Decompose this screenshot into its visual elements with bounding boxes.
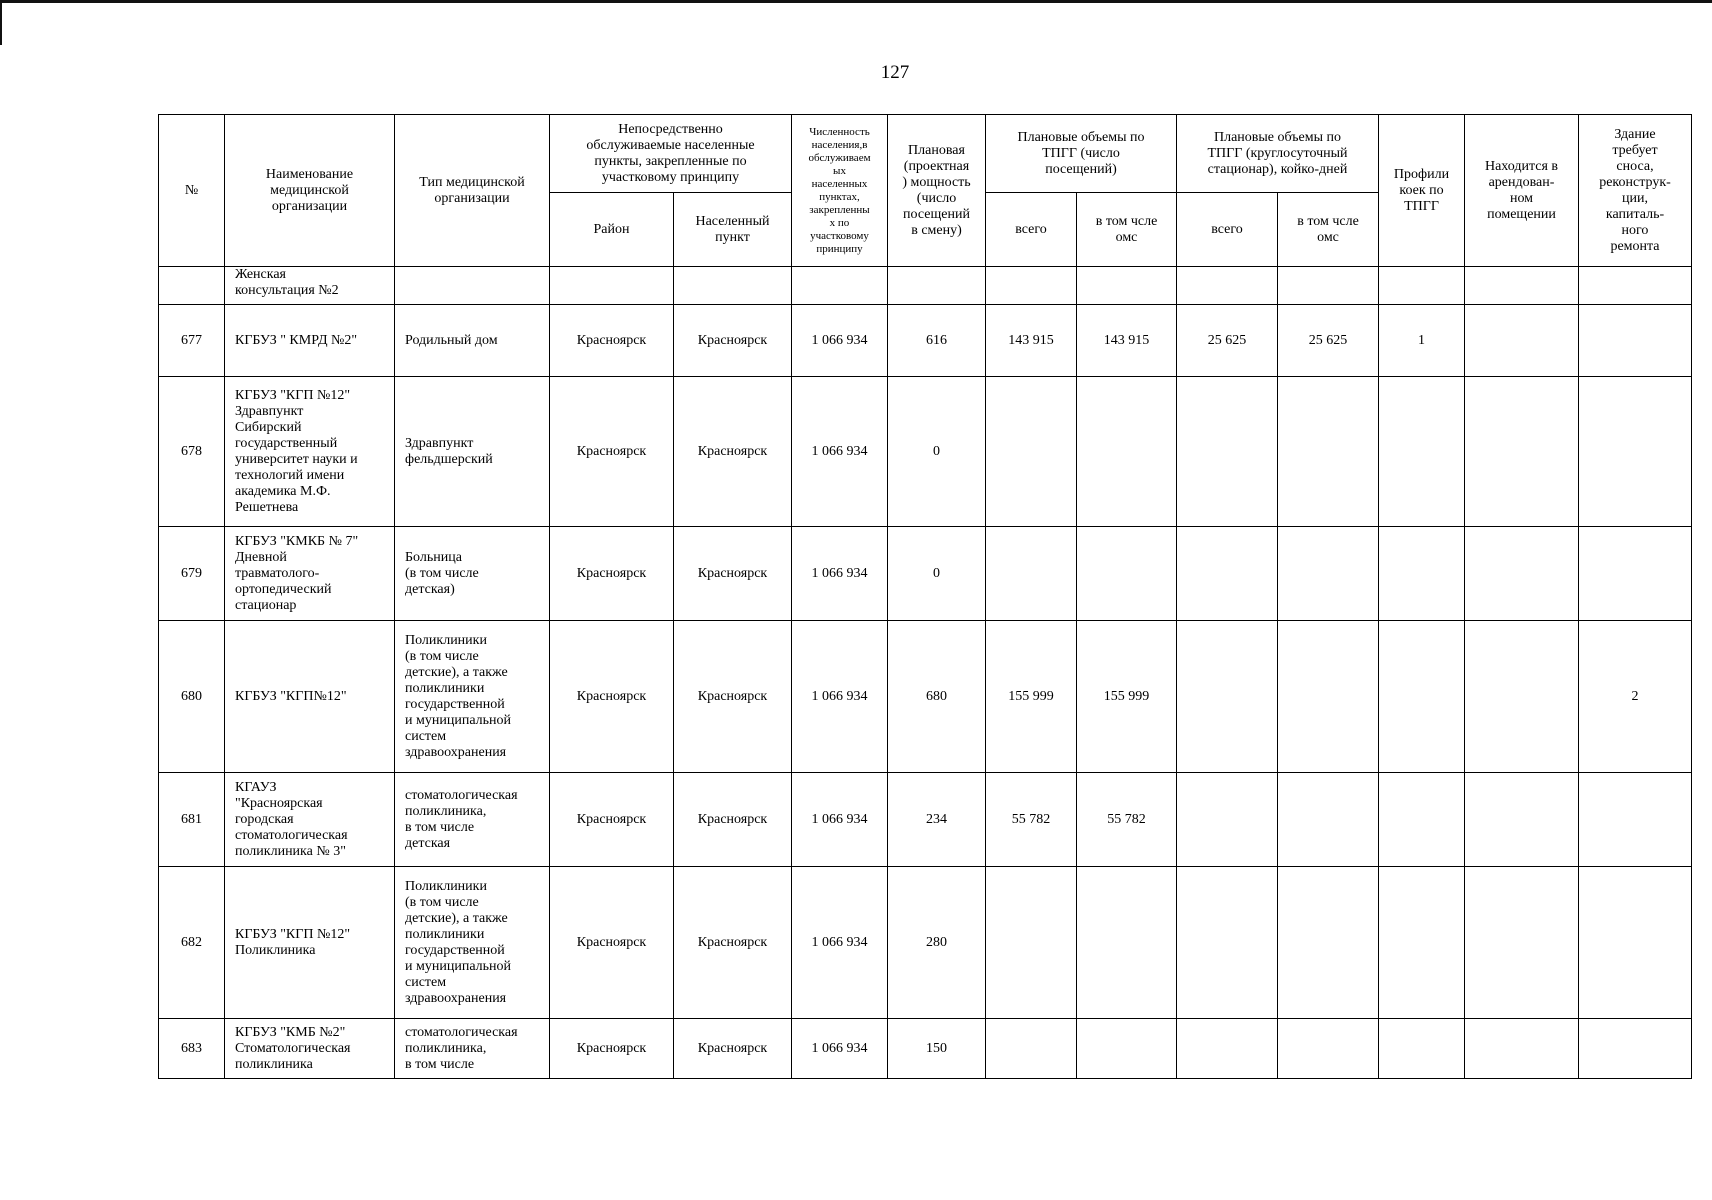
cell-beds-oms <box>1278 267 1379 305</box>
cell-visits-total <box>986 527 1077 621</box>
cell-beds-oms <box>1278 527 1379 621</box>
table-row-carryover <box>159 267 1692 305</box>
cell-visits-oms <box>1077 377 1177 527</box>
cell-visits-total: 155 999 <box>986 621 1077 773</box>
cell-settlement: Красноярск <box>674 527 792 621</box>
cell-population: 1 066 934 <box>792 527 888 621</box>
cell-visits-total <box>986 267 1077 305</box>
cell-beds-oms <box>1278 377 1379 527</box>
cell-type: Поликлиники (в том числе детские), а также поликлиники государственной и муниципальной систем здравоохранения <box>395 621 550 773</box>
cell-district: Красноярск <box>550 867 674 1019</box>
cell-name: КГБУЗ "КГП №12" Поликлиника <box>225 867 395 1019</box>
cell-beds-total <box>1177 773 1278 867</box>
header-beds-oms: в том чсле омс <box>1278 193 1379 267</box>
cell-name: КГБУЗ "КМКБ № 7" Дневной травматолого- ортопедический стационар <box>225 527 395 621</box>
cell-beds-oms <box>1278 1019 1379 1079</box>
header-beds: Плановые объемы по ТПГГ (круглосуточный стационар), койко-дней <box>1177 115 1379 193</box>
cell-visits-oms: 143 915 <box>1077 305 1177 377</box>
cell-visits-oms: 155 999 <box>1077 621 1177 773</box>
cell-settlement: Красноярск <box>674 773 792 867</box>
cell-demolition <box>1579 773 1692 867</box>
cell-capacity: 234 <box>888 773 986 867</box>
cell-visits-total <box>986 377 1077 527</box>
cell-district: Красноярск <box>550 527 674 621</box>
cell-rented <box>1465 621 1579 773</box>
header-visits-oms: в том чсле омс <box>1077 193 1177 267</box>
table-row <box>159 621 1692 773</box>
cell-profiles <box>1379 621 1465 773</box>
cell-beds-total <box>1177 377 1278 527</box>
table-row <box>159 867 1692 1019</box>
table-row <box>159 1019 1692 1079</box>
cell-num: 683 <box>159 1019 225 1079</box>
cell-beds-oms <box>1278 773 1379 867</box>
cell-district: Красноярск <box>550 377 674 527</box>
cell-rented <box>1465 867 1579 1019</box>
cell-num <box>159 267 225 305</box>
cell-type: Больница (в том числе детская) <box>395 527 550 621</box>
header-demolition: Здание требует сноса, реконструк- ции, капиталь- ного ремонта <box>1579 115 1692 267</box>
header-profiles: Профили коек по ТПГГ <box>1379 115 1465 267</box>
scan-edge-left <box>0 0 2 45</box>
header-rented: Находится в арендован- ном помещении <box>1465 115 1579 267</box>
cell-rented <box>1465 267 1579 305</box>
table-row <box>159 377 1692 527</box>
cell-population: 1 066 934 <box>792 1019 888 1079</box>
cell-settlement: Красноярск <box>674 305 792 377</box>
cell-profiles <box>1379 1019 1465 1079</box>
cell-beds-total: 25 625 <box>1177 305 1278 377</box>
cell-type: стоматологическая поликлиника, в том числе детская <box>395 773 550 867</box>
cell-type: стоматологическая поликлиника, в том числе <box>395 1019 550 1079</box>
cell-visits-oms <box>1077 527 1177 621</box>
cell-type <box>395 267 550 305</box>
cell-demolition <box>1579 1019 1692 1079</box>
cell-visits-oms <box>1077 1019 1177 1079</box>
cell-num: 682 <box>159 867 225 1019</box>
cell-rented <box>1465 527 1579 621</box>
cell-beds-total <box>1177 267 1278 305</box>
cell-visits-oms <box>1077 267 1177 305</box>
cell-capacity: 280 <box>888 867 986 1019</box>
cell-population: 1 066 934 <box>792 305 888 377</box>
cell-visits-total <box>986 867 1077 1019</box>
cell-beds-oms <box>1278 621 1379 773</box>
facilities-table <box>158 114 1692 1079</box>
header-served-settlements: Непосредственно обслуживаемые населенные пункты, закрепленные по участковому принципу <box>550 115 792 193</box>
header-capacity: Плановая (проектная ) мощность (число посещений в смену) <box>888 115 986 267</box>
cell-capacity: 616 <box>888 305 986 377</box>
cell-profiles <box>1379 773 1465 867</box>
header-row-1 <box>159 115 1692 193</box>
cell-rented <box>1465 377 1579 527</box>
cell-profiles <box>1379 267 1465 305</box>
cell-beds-oms: 25 625 <box>1278 305 1379 377</box>
cell-type: Поликлиники (в том числе детские), а также поликлиники государственной и муниципальной систем здравоохранения <box>395 867 550 1019</box>
cell-beds-total <box>1177 527 1278 621</box>
cell-demolition <box>1579 305 1692 377</box>
cell-rented <box>1465 773 1579 867</box>
cell-population: 1 066 934 <box>792 867 888 1019</box>
cell-profiles <box>1379 867 1465 1019</box>
cell-beds-total <box>1177 621 1278 773</box>
table-row <box>159 527 1692 621</box>
cell-demolition <box>1579 867 1692 1019</box>
cell-population: 1 066 934 <box>792 621 888 773</box>
cell-capacity: 0 <box>888 377 986 527</box>
cell-rented <box>1465 1019 1579 1079</box>
cell-type: Здравпункт фельдшерский <box>395 377 550 527</box>
table-row <box>159 773 1692 867</box>
cell-district <box>550 267 674 305</box>
cell-num: 681 <box>159 773 225 867</box>
header-visits: Плановые объемы по ТПГГ (число посещений) <box>986 115 1177 193</box>
cell-district: Красноярск <box>550 305 674 377</box>
cell-demolition <box>1579 377 1692 527</box>
cell-name: КГБУЗ "КГП№12" <box>225 621 395 773</box>
cell-demolition <box>1579 527 1692 621</box>
header-beds-total: всего <box>1177 193 1278 267</box>
header-population: Численность населения,в обслуживаем ых населенных пунктах, закрепленны х по участковому принципу <box>792 115 888 267</box>
cell-capacity: 0 <box>888 527 986 621</box>
cell-capacity <box>888 267 986 305</box>
cell-demolition: 2 <box>1579 621 1692 773</box>
cell-settlement: Красноярск <box>674 621 792 773</box>
header-name: Наименование медицинской организации <box>225 115 395 267</box>
cell-name: Женская консультация №2 <box>225 267 395 305</box>
cell-settlement: Красноярск <box>674 377 792 527</box>
cell-type: Родильный дом <box>395 305 550 377</box>
cell-settlement <box>674 267 792 305</box>
header-num: № <box>159 115 225 267</box>
cell-population: 1 066 934 <box>792 377 888 527</box>
cell-district: Красноярск <box>550 1019 674 1079</box>
cell-num: 677 <box>159 305 225 377</box>
cell-visits-total: 55 782 <box>986 773 1077 867</box>
cell-name: КГБУЗ " КМРД №2" <box>225 305 395 377</box>
cell-capacity: 680 <box>888 621 986 773</box>
scan-edge-top <box>0 0 1712 3</box>
cell-district: Красноярск <box>550 621 674 773</box>
cell-beds-total <box>1177 1019 1278 1079</box>
header-settlement: Населенный пункт <box>674 193 792 267</box>
header-type: Тип медицинской организации <box>395 115 550 267</box>
cell-visits-oms: 55 782 <box>1077 773 1177 867</box>
cell-profiles <box>1379 377 1465 527</box>
cell-name: КГБУЗ "КГП №12" Здравпункт Сибирский государственный университет науки и технологий имени академика М.Ф. Решетнева <box>225 377 395 527</box>
cell-name: КГБУЗ "КМБ №2" Стоматологическая поликлиника <box>225 1019 395 1079</box>
cell-population <box>792 267 888 305</box>
page-number: 127 <box>880 62 910 83</box>
cell-profiles: 1 <box>1379 305 1465 377</box>
cell-population: 1 066 934 <box>792 773 888 867</box>
cell-name: КГАУЗ "Красноярская городская стоматологическая поликлиника № 3" <box>225 773 395 867</box>
cell-visits-oms <box>1077 867 1177 1019</box>
cell-visits-total: 143 915 <box>986 305 1077 377</box>
cell-beds-oms <box>1278 867 1379 1019</box>
cell-rented <box>1465 305 1579 377</box>
cell-beds-total <box>1177 867 1278 1019</box>
cell-settlement: Красноярск <box>674 1019 792 1079</box>
header-visits-total: всего <box>986 193 1077 267</box>
cell-num: 680 <box>159 621 225 773</box>
cell-capacity: 150 <box>888 1019 986 1079</box>
header-district: Район <box>550 193 674 267</box>
table-row <box>159 305 1692 377</box>
cell-num: 679 <box>159 527 225 621</box>
cell-settlement: Красноярск <box>674 867 792 1019</box>
cell-num: 678 <box>159 377 225 527</box>
cell-demolition <box>1579 267 1692 305</box>
cell-visits-total <box>986 1019 1077 1079</box>
cell-profiles <box>1379 527 1465 621</box>
cell-district: Красноярск <box>550 773 674 867</box>
